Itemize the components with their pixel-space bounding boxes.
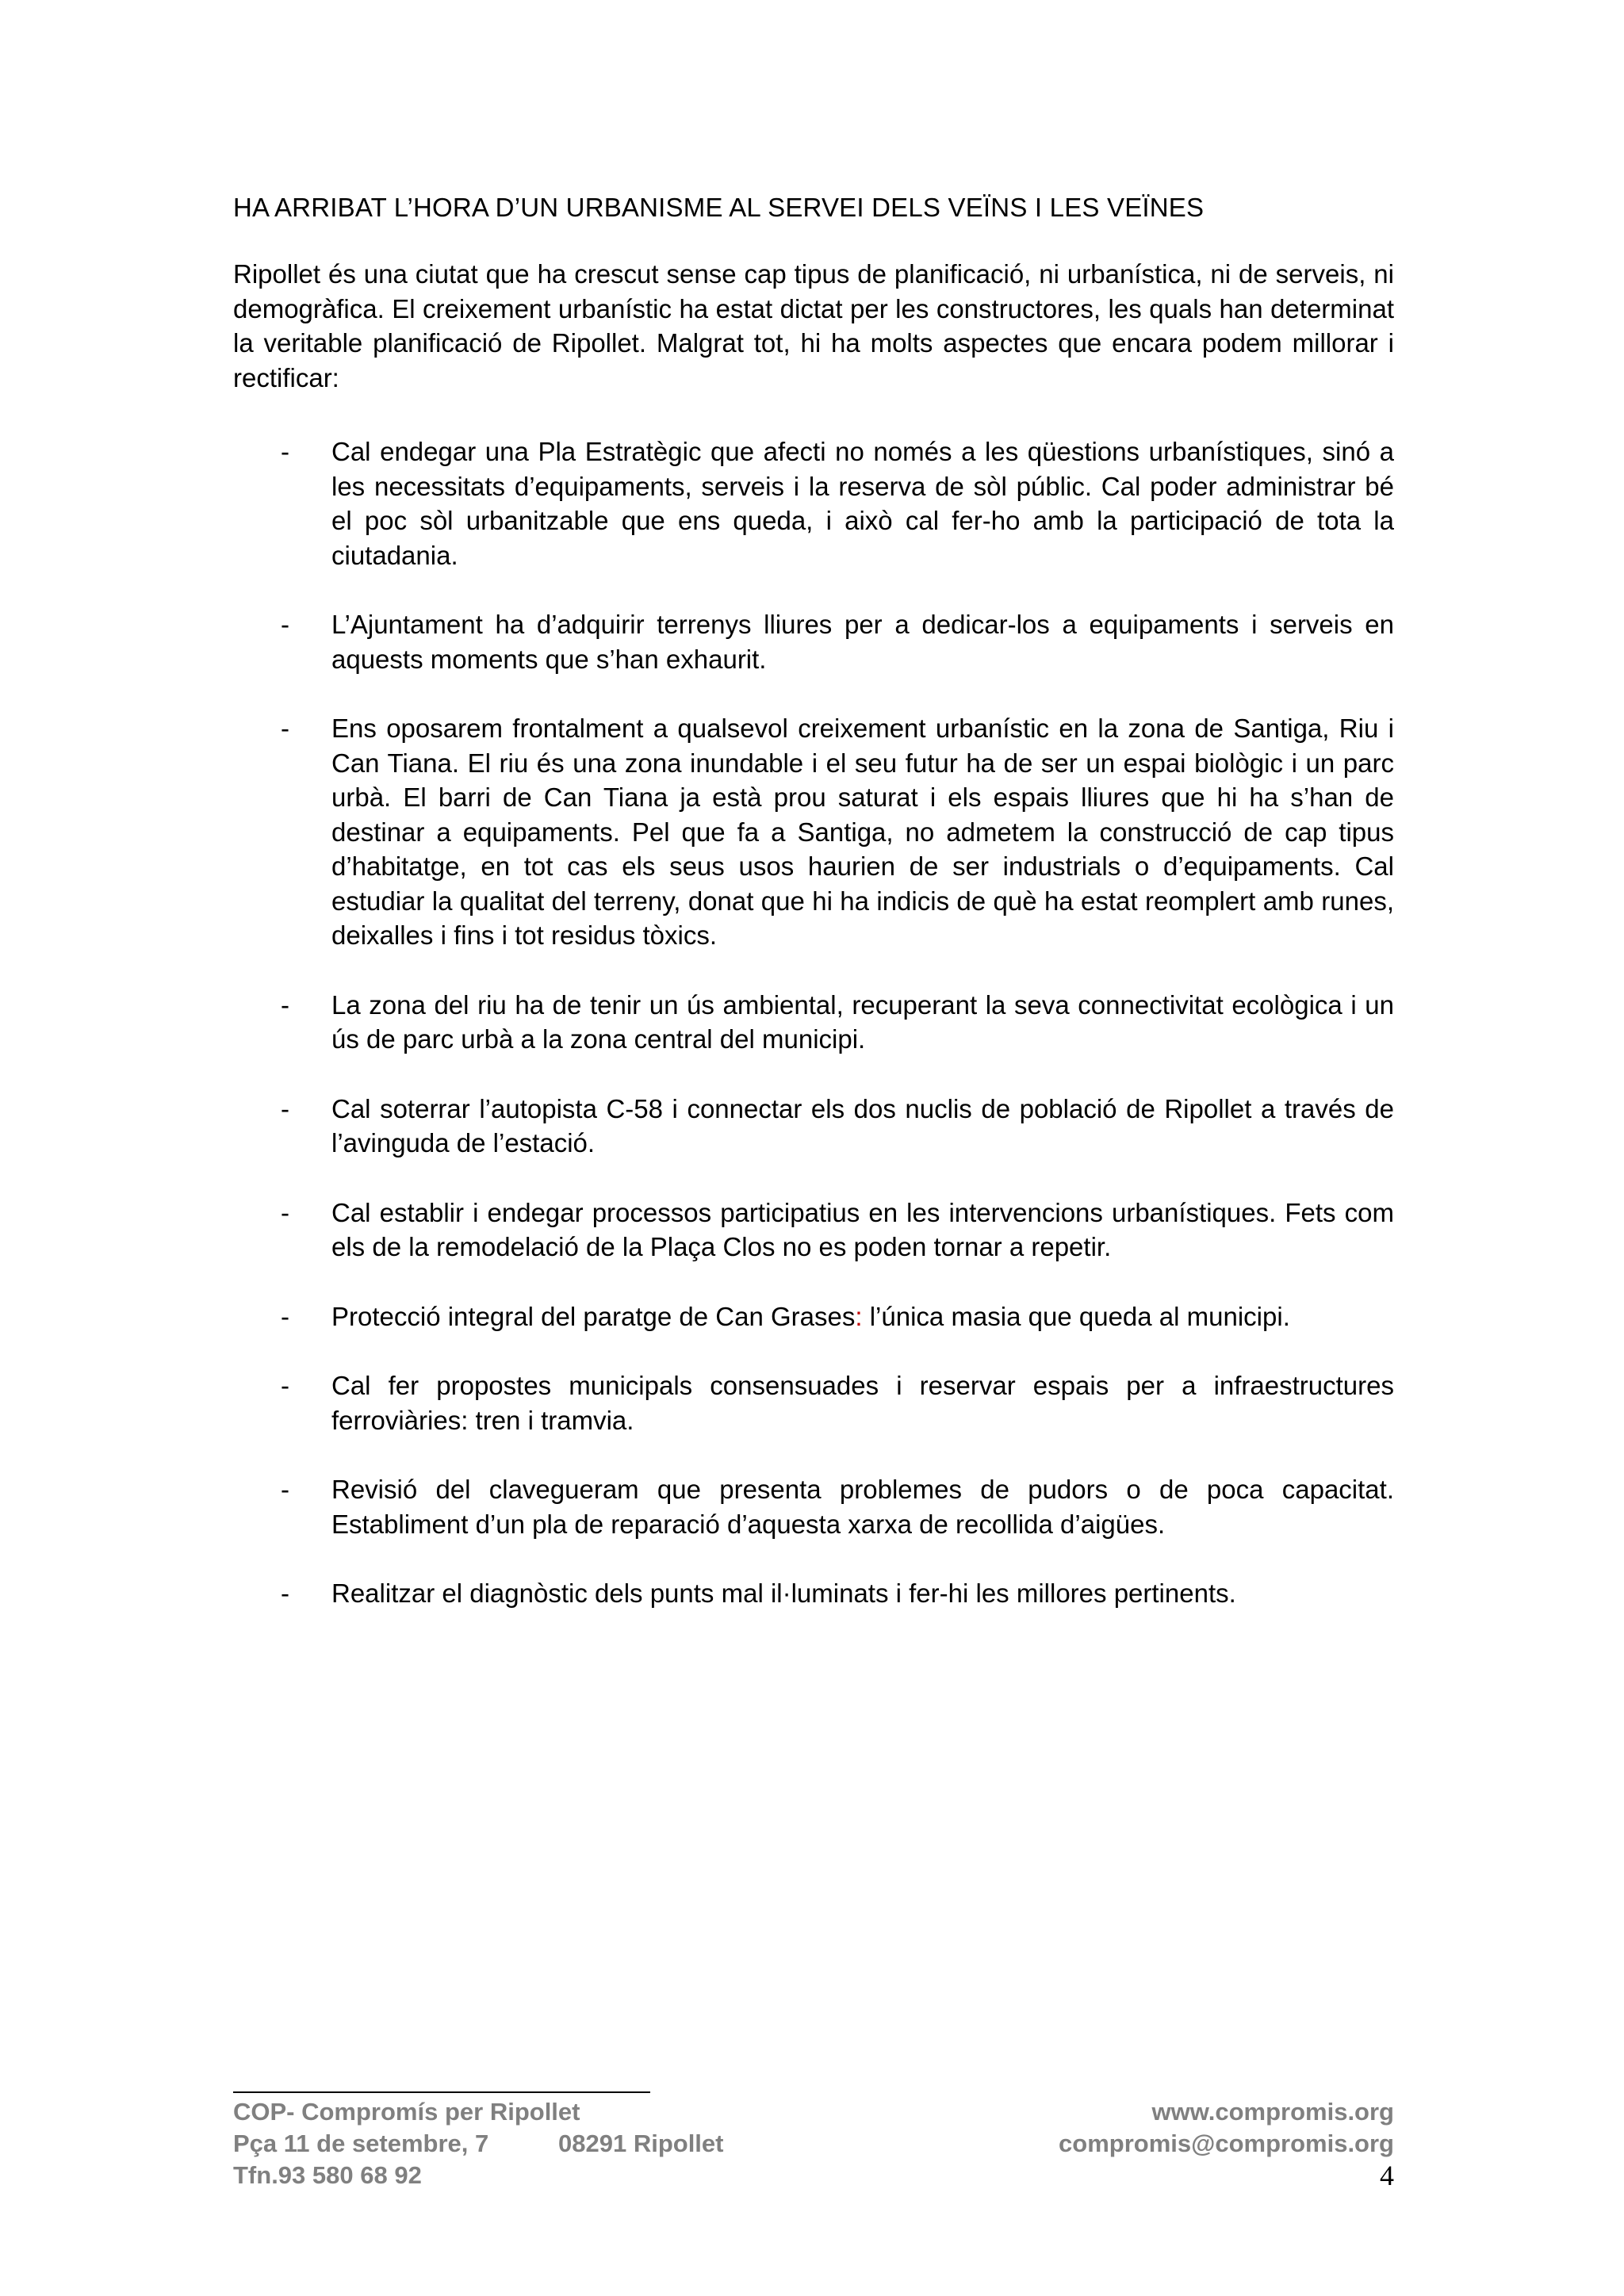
list-item-text: Protecció integral del paratge de Can Grases xyxy=(331,1301,856,1331)
bullet-marker: - xyxy=(281,1475,289,1504)
footer-phone: Tfn.93 580 68 92 xyxy=(233,2161,422,2189)
footer-row-2 xyxy=(233,2128,1394,2160)
list-item-can-grases xyxy=(233,1299,1394,1334)
list-item xyxy=(233,1092,1394,1161)
list-item xyxy=(233,1196,1394,1265)
list-item-text: La zona del riu ha de tenir un ús ambiental, recuperant la seva connectivitat ecològica i un ús de parc urbà a la zona central del municipi. xyxy=(331,989,1394,1054)
bullet-marker: - xyxy=(281,1371,289,1400)
footer-email[interactable]: compromis@compromis.org xyxy=(1059,2130,1394,2157)
list-item-text: Cal soterrar l’autopista C-58 i connectar els dos nuclis de població de Ripollet a través de l’avinguda de l’estació. xyxy=(331,1093,1394,1158)
list-item xyxy=(233,434,1394,572)
proposal-list xyxy=(233,434,1394,1611)
document-heading: HA ARRIBAT L’HORA D’UN URBANISME AL SERVEI DELS VEÏNS I LES VEÏNES xyxy=(233,193,1205,222)
footer-address-block xyxy=(233,2128,723,2160)
bullet-marker: - xyxy=(281,1093,289,1123)
list-item-text: Revisió del clavegueram que presenta problemes de pudors o de poca capacitat. Establiment d’un pla de reparació d’aquesta xarxa de recollida d’aigües. xyxy=(331,1475,1394,1539)
footer-address: Pça 11 de setembre, 7 xyxy=(233,2130,489,2157)
list-item-text: Cal establir i endegar processos participatius en les intervencions urbanístiques. Fets com els de la remodelació de la Plaça Clos no es poden tornar a repetir. xyxy=(331,1197,1394,1261)
footer-organization: COP- Compromís per Ripollet xyxy=(233,2098,580,2126)
footer-postal: 08291 Ripollet xyxy=(558,2130,724,2157)
accent-colon: : xyxy=(855,1301,863,1331)
footer-website[interactable]: www.compromis.org xyxy=(1151,2098,1394,2126)
footer-divider xyxy=(233,2091,650,2093)
bullet-marker: - xyxy=(281,1578,289,1608)
bullet-marker: - xyxy=(281,437,289,466)
document-body xyxy=(233,190,1394,1646)
footer-row-1 xyxy=(233,2096,1394,2128)
page-footer xyxy=(233,2091,1394,2191)
bullet-marker: - xyxy=(281,1301,289,1331)
list-item xyxy=(233,1368,1394,1437)
list-item-text-continued: l’única masia que queda al municipi. xyxy=(862,1301,1290,1331)
bullet-marker: - xyxy=(281,610,289,639)
list-item xyxy=(233,988,1394,1057)
footer-row-3 xyxy=(233,2160,1394,2191)
list-item xyxy=(233,1472,1394,1541)
list-item-text: Cal endegar una Pla Estratègic que afecti no només a les qüestions urbanístiques, sinó a les necessitats d’equipaments, serveis i la reserva de sòl públic. Cal poder administrar bé el poc sòl urbanitzable que ens queda, i això cal fer-ho amb la participació de tota la ciutadania. xyxy=(331,437,1394,570)
page-number: 4 xyxy=(1380,2160,1394,2191)
list-item xyxy=(233,711,1394,953)
intro-paragraph: Ripollet és una ciutat que ha crescut sense cap tipus de planificació, ni urbanística, ni de serveis, ni demogràfica. El creixement urbanístic ha estat dictat per les constructores, les quals han determinat la veritable planificació de Ripollet. Malgrat tot, hi ha molts aspectes que encara podem millorar i rectificar: xyxy=(233,259,1394,392)
bullet-marker: - xyxy=(281,1197,289,1227)
list-item xyxy=(233,607,1394,676)
bullet-marker: - xyxy=(281,714,289,743)
list-item xyxy=(233,1576,1394,1611)
bullet-marker: - xyxy=(281,989,289,1020)
list-item-text: Ens oposarem frontalment a qualsevol creixement urbanístic en la zona de Santiga, Riu i Can Tiana. El riu és una zona inundable i el seu futur ha de ser un espai biològic i un parc urbà. El barri de Can Tiana ja està prou saturat i els espais lliures que hi ha s’han de destinar a equipaments. Pel que fa a Santiga, no admetem la construcció de cap tipus d’habitatge, en tot cas els seus usos haurien de ser industrials o d’equipaments. Cal estudiar la qualitat del terreny, donat que hi ha indicis de què ha estat reomplert amb runes, deixalles i fins i tot residus tòxics. xyxy=(331,714,1394,950)
list-item-text: Cal fer propostes municipals consensuades i reservar espais per a infraestructures ferroviàries: tren i tramvia. xyxy=(331,1371,1394,1435)
list-item-text: Realitzar el diagnòstic dels punts mal il·luminats i fer-hi les millores pertinents. xyxy=(331,1578,1236,1608)
list-item-text: L’Ajuntament ha d’adquirir terrenys lliures per a dedicar-los a equipaments i serveis en aquests moments que s’han exhaurit. xyxy=(331,610,1394,674)
